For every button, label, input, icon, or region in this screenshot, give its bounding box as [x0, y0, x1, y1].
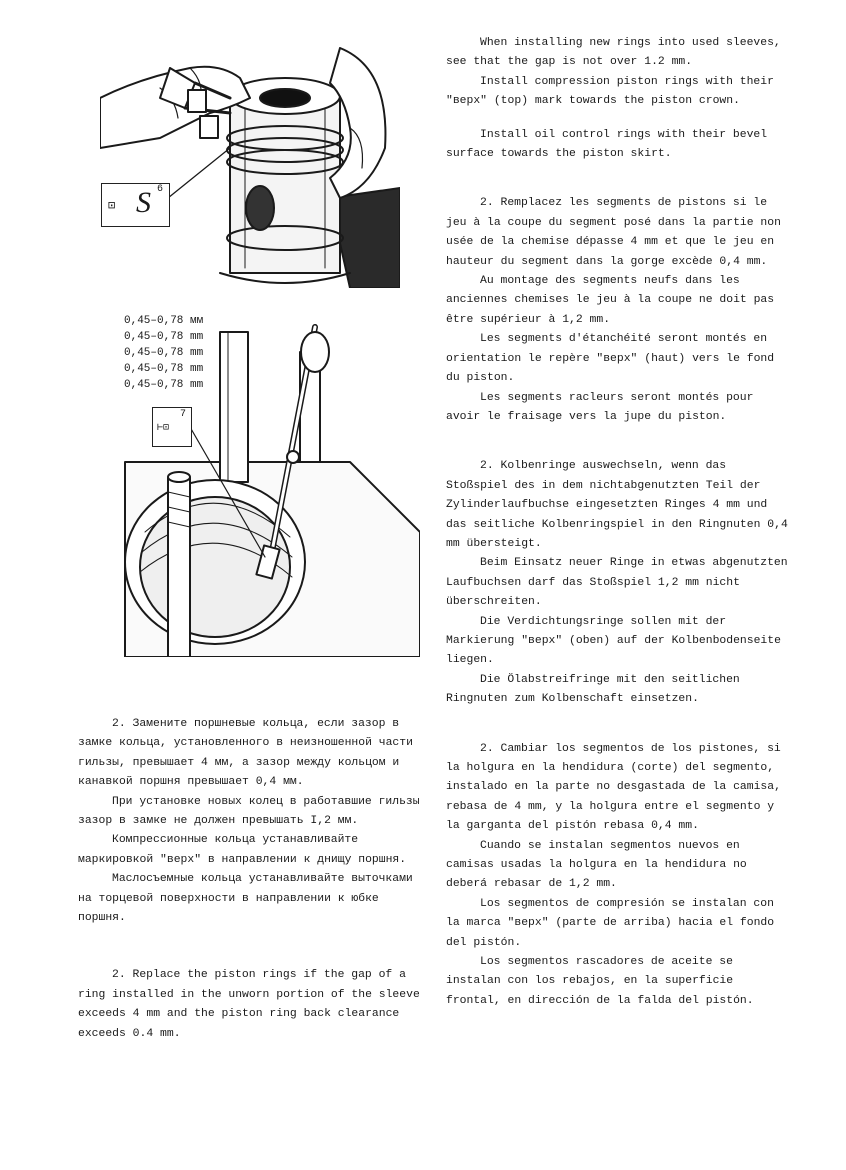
english-section-cont: [446, 34, 788, 164]
spanish-section: [446, 740, 788, 1012]
left-column: [78, 715, 428, 1044]
gap-dimension: 0,45–0,78 mm: [124, 379, 204, 391]
german-section: [446, 457, 795, 709]
english-section-start: [78, 966, 428, 1044]
english-paragraph: Install oil control rings with their bevel surface towards the piston skirt.: [446, 128, 774, 161]
gap-dimensions-list: [124, 313, 203, 393]
german-paragraph: Die Ölabstreifringe mit den seitlichen Ringnuten zum Kolbenschaft einsetzen.: [446, 673, 747, 706]
gap-dimension: 0,45–0,78 mm: [124, 331, 204, 343]
french-paragraph: Les segments d'étanchéité seront montés en orientation le repère "верх" (haut) vers le fond du piston.: [446, 333, 781, 385]
gap-dimension: 0,45–0,78 mm: [124, 347, 204, 359]
gap-dimension: 0,45–0,78 mm: [124, 363, 204, 375]
russian-section: [78, 715, 428, 928]
figure-label-number: 6: [157, 184, 164, 195]
german-paragraph: 2. Kolbenringe auswechseln, wenn das Stoßspiel des in dem nichtabgenutzten Teil der Zylinderlaufbuchse eingesetzten Ringes 4 mm und das seitliche Kolbenringspiel in den Ringnuten 0,4 mm übersteigt.: [446, 460, 795, 550]
russian-paragraph: 2. Замените поршневые кольца, если зазор в замке кольца, установленного в неизношенной части гильзы, превышает 4 мм, а зазор между кольцом и канавкой поршня превышает 0,4 мм.: [78, 718, 420, 789]
feeler-symbol-icon: ⊢⊡: [157, 423, 170, 434]
french-paragraph: 2. Remplacez les segments de pistons si le jeu à la coupe du segment posé dans la partie non usée de la chemise dépasse 4 mm et que le jeu en hauteur du segment dans la gorge excède 0,4 mm.: [446, 197, 788, 268]
spanish-paragraph: Cuando se instalan segmentos nuevos en camisas usadas la holgura en la hendidura no deberá rebasar de 1,2 mm.: [446, 839, 754, 891]
french-paragraph: Les segments racleurs seront montés pour avoir le fraisage vers la jupe du piston.: [446, 391, 761, 423]
english-paragraph: When installing new rings into used sleeves, see that the gap is not over 1.2 mm.: [446, 37, 788, 69]
figure-label-s6: [101, 183, 170, 227]
russian-paragraph: При установке новых колец в работавшие гильзы зазор в замке не должен превышать I,2 мм.: [78, 795, 427, 828]
piston-ring-installation-illustration: [100, 38, 400, 288]
english-paragraph: 2. Replace the piston rings if the gap of a ring installed in the unworn portion of the sleeve exceeds 4 mm and the piston ring back clearance exceeds 0.4 mm.: [78, 969, 427, 1040]
spanish-paragraph: Los segmentos de compresión se instalan con la marca "верх" (parte de arriba) hacia el fondo del pistón.: [446, 897, 781, 949]
gap-dimension: 0,45–0,78 мм: [124, 315, 204, 327]
french-paragraph: Au montage des segments neufs dans les anciennes chemises le jeu à la coupe ne doit pas être supérieur à 1,2 mm.: [446, 275, 781, 326]
russian-paragraph: Маслосъемные кольца устанавливайте выточками на торцевой поверхности в направлении к юбке поршня.: [78, 873, 420, 925]
figure-label-letter: S: [136, 186, 151, 219]
german-paragraph: Die Verdichtungsringe sollen mit der Markierung "верх" (oben) auf der Kolbenbodenseite liegen.: [446, 615, 788, 667]
feeler-symbol-icon: ⊡: [108, 199, 116, 213]
english-paragraph: Install compression piston rings with their "верх" (top) mark towards the piston crown.: [446, 75, 781, 108]
right-column: [446, 34, 795, 1011]
figure-label-7: [152, 407, 192, 447]
figure-label-number: 7: [180, 409, 187, 420]
russian-paragraph: Компрессионные кольца устанавливайте маркировкой "верх" в направлении к днищу поршня.: [78, 834, 407, 866]
french-section: [446, 194, 788, 427]
german-paragraph: Beim Einsatz neuer Ringe in etwas abgenutzten Laufbuchsen darf das Stoßspiel 1,2 mm nicht überschreiten.: [446, 557, 795, 609]
spanish-paragraph: 2. Cambiar los segmentos de los pistones, si la holgura en la hendidura (corte) del segmento, instalado en la parte no desgastada de la camisa, rebasa de 4 mm, y la holgura entre el segmento y la garganta del pistón rebasa 0,4 mm.: [446, 742, 788, 833]
spanish-paragraph: Los segmentos rascadores de aceite se instalan con los rebajos, en la superficie frontal, en dirección de la falda del pistón.: [446, 956, 754, 1007]
